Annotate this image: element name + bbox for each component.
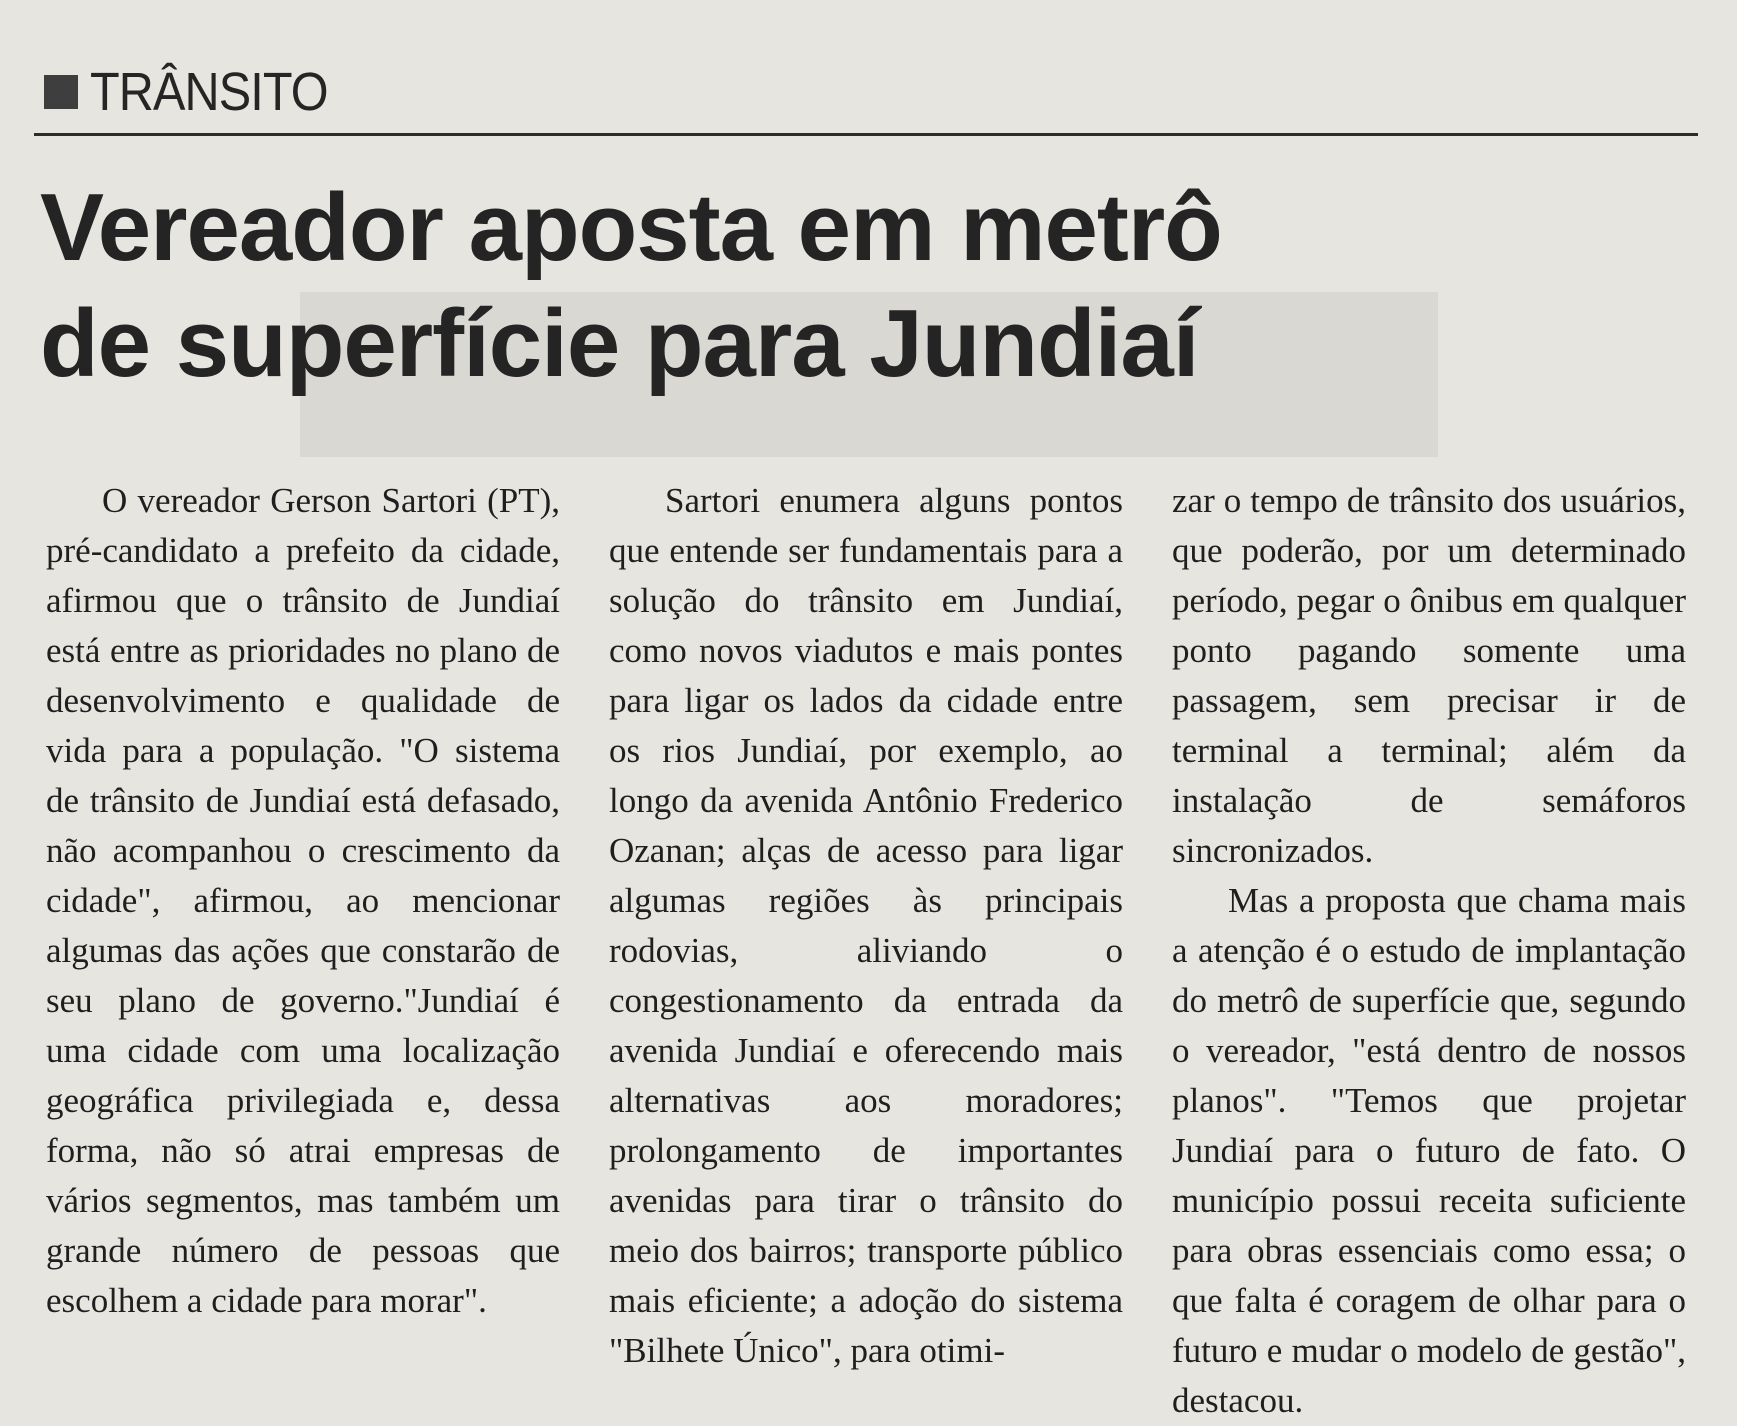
paragraph: zar o tempo de trânsito dos usuários, que poderão, por um determinado período, pegar o ônibus em qualquer ponto pagando somente uma passagem, sem precisar ir de terminal a terminal; além da instalação de semáforos sincronizados.	[1172, 481, 1686, 870]
headline-line-2: de superfície para Jundiaí	[40, 290, 1199, 397]
column-2	[609, 476, 1123, 1426]
paragraph: Mas a proposta que chama mais a atenção é o estudo de implantação do metrô de superfície que, segundo o vereador, "está dentro de nossos planos". "Temos que projetar Jundiaí para o futuro de fato. O município possui receita suficiente para obras essenciais como essa; o que falta é coragem de olhar para o futuro e mudar o modelo de gestão", destacou.	[1172, 881, 1686, 1420]
section-square-icon	[44, 75, 78, 109]
headline	[40, 170, 1540, 402]
column-3	[1172, 476, 1686, 1426]
column-1	[46, 476, 560, 1426]
article-body	[46, 476, 1686, 1426]
headline-line-1: Vereador aposta em metrô	[40, 174, 1222, 281]
paragraph: Sartori enumera alguns pontos que entende ser fundamentais para a solução do trânsito em Jundiaí, como novos viadutos e mais pontes para ligar os lados da cidade entre os rios Jundiaí, por exemplo, ao longo da avenida Antônio Frederico Ozanan; alças de acesso para ligar algumas regiões às principais rodovias, aliviando o congestionamento da entrada da avenida Jundiaí e oferecendo mais alternativas aos moradores; prolongamento de importantes avenidas para tirar o trânsito do meio dos bairros; transporte público mais eficiente; a adoção do sistema "Bilhete Único", para otimi-	[609, 481, 1123, 1370]
paragraph: O vereador Gerson Sartori (PT), pré-candidato a prefeito da cidade, afirmou que o trânsito de Jundiaí está entre as prioridades no plano de desenvolvimento e qualidade de vida para a população. "O sistema de trânsito de Jundiaí está defasado, não acompanhou o crescimento da cidade", afirmou, ao mencionar algumas das ações que constarão de seu plano de governo."Jundiaí é uma cidade com uma localização geográfica privilegiada e, dessa forma, não só atrai empresas de vários segmentos, mas também um grande número de pessoas que escolhem a cidade para morar".	[46, 481, 560, 1320]
section-divider	[34, 133, 1698, 136]
section-label: TRÂNSITO	[90, 62, 328, 122]
section-header	[44, 62, 354, 122]
